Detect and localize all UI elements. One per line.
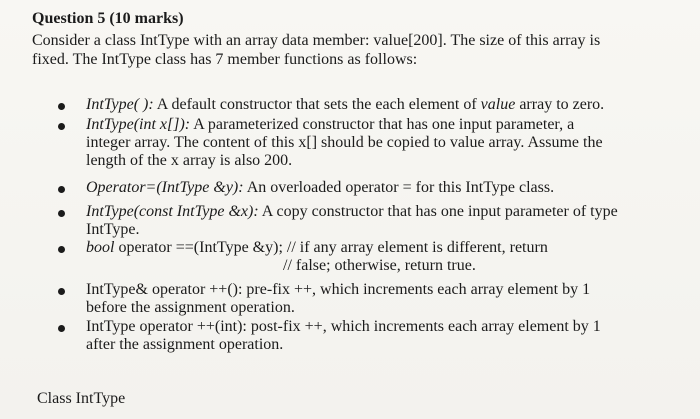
item-6-line-1: IntType& operator ++(): pre-fix ++, which increments each array element by 1	[86, 281, 591, 298]
item-5-line-1: operator ==(IntType &y); // if any array element is different, return	[114, 239, 548, 256]
bullet-1	[58, 103, 65, 110]
item-5-line-2: // false; otherwise, return true.	[283, 257, 476, 274]
item-2-line-3: length of the x array is also 200.	[86, 152, 293, 169]
bullet-6	[58, 288, 65, 295]
list-item-6	[86, 281, 676, 317]
list-item-5	[86, 239, 666, 275]
intro-line-1: Consider a class IntType with an array data member: value[200]. The size of this array is	[32, 32, 601, 49]
item-5-return-type: bool	[86, 239, 115, 256]
item-7-line-2: after the assignment operation.	[86, 336, 284, 353]
intro-line-2: fixed. The IntType class has 7 member functions as follows:	[32, 51, 418, 68]
item-1-desc-pre: A default constructor that sets the each element of	[153, 96, 481, 113]
list-item-7	[86, 318, 676, 354]
item-4-line-2: IntType.	[86, 221, 140, 238]
list-item-1	[86, 96, 666, 114]
item-3-desc: An overloaded operator = for this IntType class.	[243, 179, 555, 196]
item-2-signature: IntType(int x[]):	[86, 116, 191, 133]
item-4-line-1: A copy constructor that has one input parameter of type	[258, 203, 618, 220]
item-1-desc-post: array to zero.	[515, 96, 605, 113]
list-item-2	[86, 116, 666, 170]
item-6-line-2: before the assignment operation.	[86, 299, 295, 316]
item-7-line-1: IntType operator ++(int): post-fix ++, which increments each array element by 1	[86, 318, 601, 335]
bullet-3	[58, 186, 65, 193]
item-3-signature: Operator=(IntType &y):	[86, 179, 244, 196]
bullet-7	[58, 325, 65, 332]
list-item-4	[86, 203, 666, 239]
bullet-4	[58, 210, 65, 217]
bullet-5	[58, 246, 65, 253]
item-1-signature: IntType( ):	[86, 96, 154, 113]
item-1-desc-em: value	[480, 96, 516, 113]
question-intro	[32, 31, 662, 69]
item-2-line-1: A parameterized constructor that has one input parameter, a	[190, 116, 575, 133]
list-item-3	[86, 179, 666, 197]
item-2-line-2: integer array. The content of this x[] should be copied to value array. Assume the	[86, 134, 603, 151]
question-title: Question 5 (10 marks)	[32, 10, 184, 27]
class-label: Class IntType	[37, 390, 126, 407]
item-4-signature: IntType(const IntType &x):	[86, 203, 259, 220]
bullet-2	[58, 123, 65, 130]
